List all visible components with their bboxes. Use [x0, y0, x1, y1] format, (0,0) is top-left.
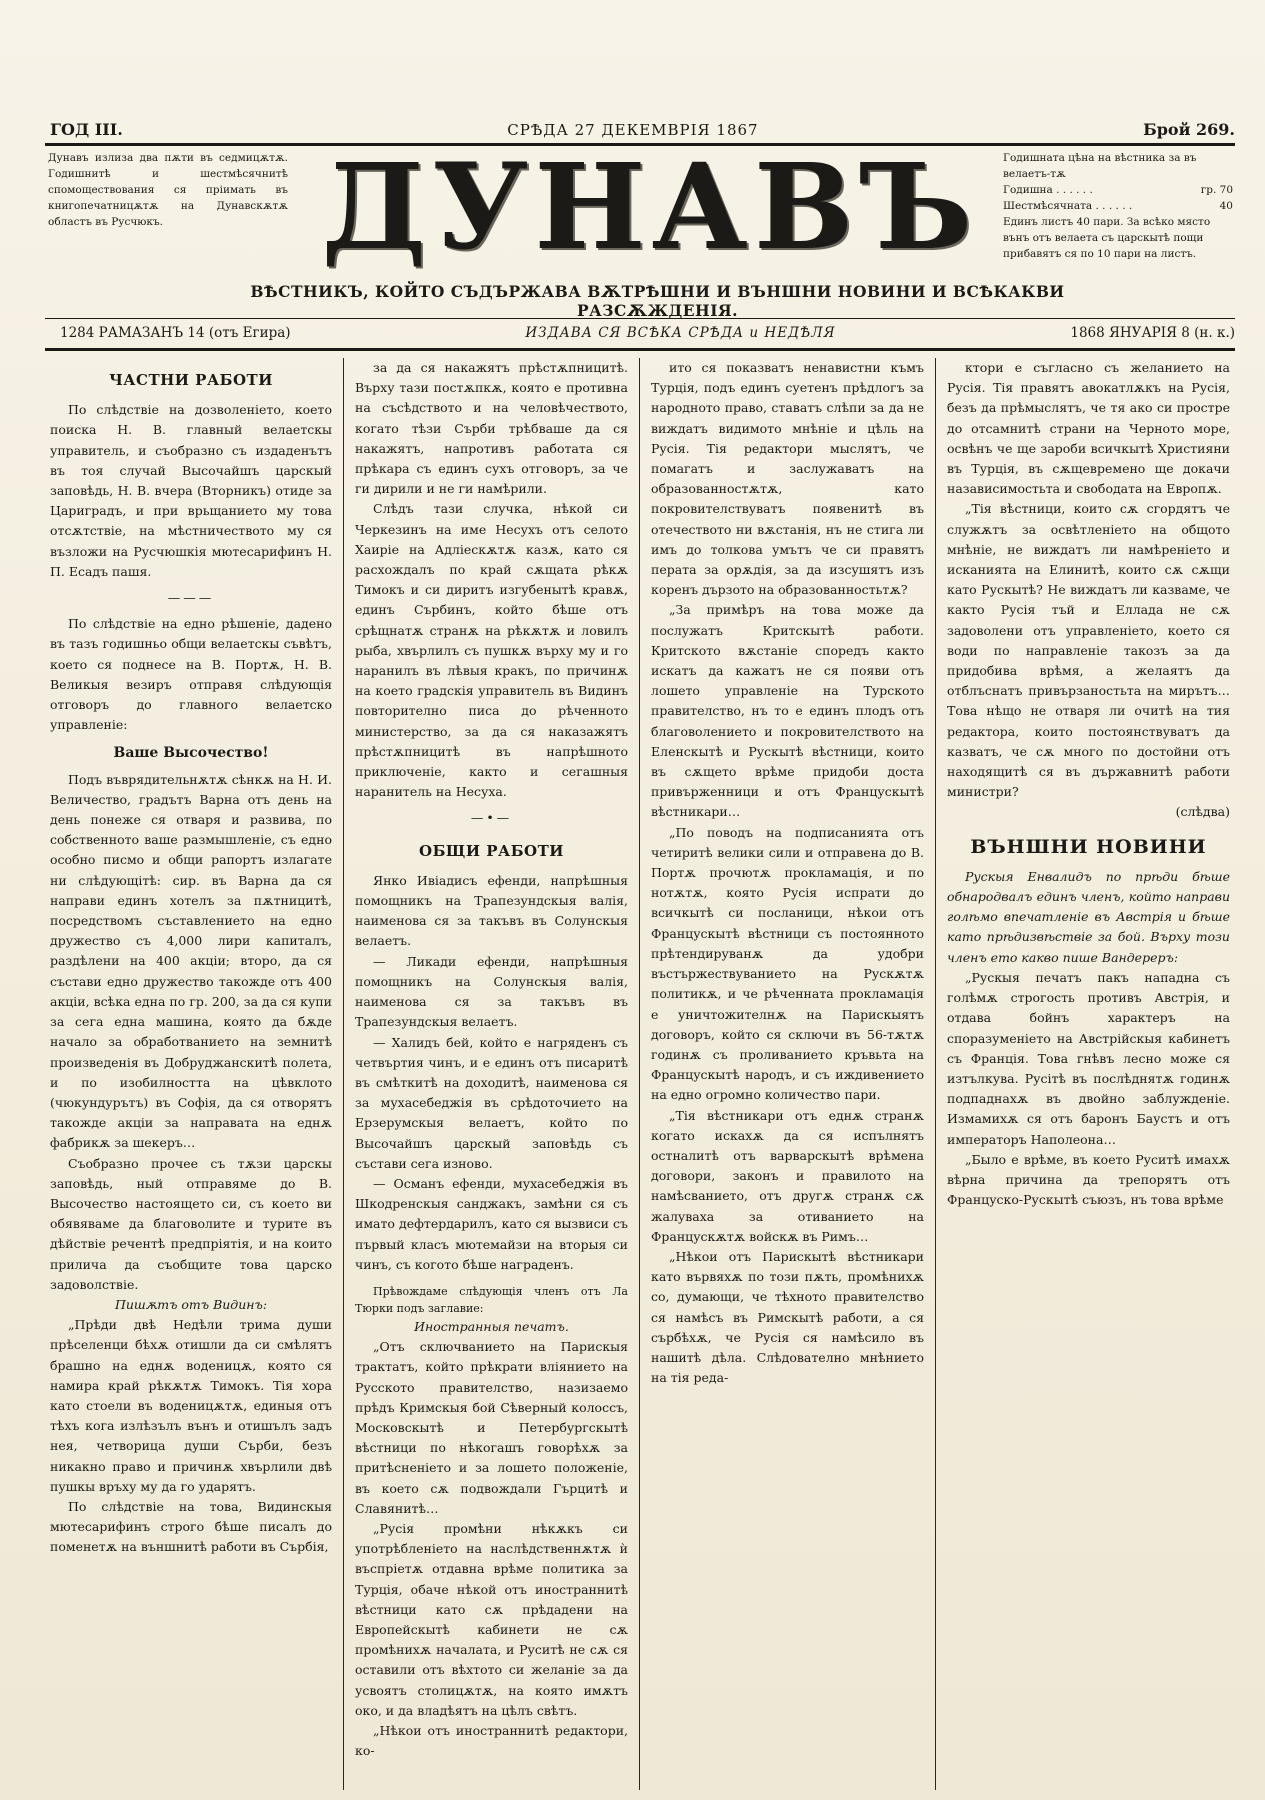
year-label: ГОД III. [50, 120, 123, 139]
article-subheading: Иностранныя печатъ. [414, 1318, 569, 1334]
paragraph: По слѣдствіе на едно рѣшеніе, дадено въ тазъ годишньо общи велаетскы съвѣтъ, което ся поднесе на В. Портѫ, Н. В. Великыя везиръ отправя слѣдующія отговоръ до главного велаетско управленіе: [50, 616, 332, 733]
section-heading-foreign: ВЪНШНИ НОВИНИ [970, 835, 1207, 858]
column-2 [344, 358, 640, 1790]
translation-note: Прѣвождаме слѣдующія членъ отъ Ла Тюрки подъ заглавие: [355, 1284, 628, 1315]
paragraph: „По поводъ на подписанията отъ четиритѣ велики сили и отправена до В. Портѫ прочютѫ прокламація, и по нотѫтѫ, която Русія испрати до всичкытѣ си посланици, нѣкои отъ Францускытѣ вѣстници съ постоянното прѣтендируванѫ да удобри въстържествуванието на Рускѫтѫ политикѫ, и че рѣченната прокламація е уничтожителнѫ на Парискыятъ договоръ, който ся сключи въ 56-тѫтѫ годинѫ съ проливанието кръвьта на Францускытѣ народъ, и съ иждивението на едно огромно количество пари. [651, 824, 924, 1103]
issue-number: Брой 269. [1143, 120, 1235, 139]
dateline [60, 325, 1235, 341]
price-half-value: 40 [1219, 200, 1233, 212]
paragraph: „Русія промѣни нѣкѫкъ си употрѣбленіето на наслѣдственнѫтѫ ѝ въспріетѫ отдавна врѣме политика за Турція, обаче нѣкой отъ иностраннитѣ вѣстници като сѫ прѣдадени на Европейскытѣ кабинети не сѫ промѣнихѫ началата, и Руситѣ не сѫ ся оставили отъ вѣхтото си желаніе за да усвоятъ столицѫтѫ, на която имѫтъ око, и да владѣятъ на цѣлъ свѣтъ. [355, 1520, 628, 1718]
newspaper-subtitle: ВѢСТНИКЪ, КОЙТО СЪДЪРЖАВА ВѪТРѢШНИ И ВЪНШНИ НОВИНИ И ВСѢКАКВИ РАЗСѪЖДЕНІЯ. [250, 282, 1065, 320]
paragraph: „Тія вѣстникари отъ еднѫ странѫ когато искахѫ да ся испълнятъ остналитѣ отъ варварскытѣ врѣмена договори, законъ и правилото на намѣсванието, отъ другѫ странѫ сѫ жалуваха за отиванието на Францускѫтѫ войскѫ въ Римъ… [651, 1107, 924, 1244]
price-year-value: гр. 70 [1200, 184, 1233, 196]
paragraph: Слѣдъ тази случка, нѣкой си Черкезинъ на име Несухъ отъ селото Хаиріе на Адліескѫтѫ казѫ, като ся расхождалъ по край сѫщата рѣкѫ Тимокъ и си диритъ изгубенытѣ кравѫ, единъ Сърбинъ, който бѣше отъ срѣщнатѫ странѫ на рѣкѫтѫ и ловилъ рыба, хвърлилъ съ пушкѫ върху му и го наранилъ въ лѣвыя кракъ, по причинѫ на което градскія управитель въ Видинъ повторително писа до рѣченното министерство, за да ся наказажятъ прѣстѫпницитѣ въ напрѣшното приключеніе, както и сегашныя наранитель на Несуха. [355, 501, 628, 800]
issue-date: СРѢДА 27 ДЕКЕМВРІЯ 1867 [507, 121, 759, 139]
price-box [1003, 150, 1233, 262]
section-heading-general: ОБЩИ РАБОТИ [419, 841, 564, 860]
hijri-date: 1284 РАМАЗАНЪ 14 (отъ Егира) [60, 325, 291, 341]
paragraph: Подъ въврядительнѫтѫ сѣнкѫ на Н. И. Величество, градътъ Варна отъ день на день понеже ся отваря и развива, по собственното ваше размышленіе, съ едно особно писмо и общи рапортъ излагате ни слѣдующітѣ: сир. въ Варна да ся направи единъ хотелъ за пѫтницитѣ, посредствомъ съставлението на едно дружество съ 4,000 лири капиталъ, раздѣлени на 400 акціи; второ, да ся състави едно дружество такожде отъ 400 акціи, всѣка една по гр. 200, за да ся купи за сега една машина, която да бѫде начало за обработванието на земнитѣ произведенія въ Добруджанскитѣ полета, и по изобилността на цѣвклото (чюкундурътъ) въ Софія, да ся отворятъ такожде акціи за направата на еднѫ фабрикѫ за шекеръ… [50, 771, 332, 1151]
paragraph: Янко Ивіадисъ ефенди, напрѣшныя помощникъ на Трапезундскыя валія, наименова ся за такъвъ въ Солунскыя велаетъ. [355, 872, 628, 949]
paragraph: „Нѣкои отъ иностраннитѣ редактори, ко- [355, 1723, 628, 1759]
paragraph: — Османъ ефенди, мухасебеджія въ Шкодренскыя санджакъ, замѣни ся съ имато дефтердарилъ, като ся вызвиси съ първый класъ мютемайзи на вторыя си чинъ, съ когото бѣше награденъ. [355, 1175, 628, 1272]
paragraph: Рускыя Енвалидъ по прѣди бѣше обнародвалъ единъ членъ, който направи голѣмо впечатленіе въ Австрія и бѣше като прѣдизвѣствіе за бой. Върху този членъ ето какво пише Вандереръ: [947, 868, 1230, 965]
price-year-label: Годишна . . . . . . [1003, 184, 1093, 196]
price-half-label: Шестмѣсячната . . . . . . [1003, 200, 1133, 212]
dateline-rule-bottom [45, 348, 1235, 351]
price-half-row [1003, 198, 1233, 214]
price-year-row [1003, 182, 1233, 198]
paragraph: — Ликади ефенди, напрѣшныя помощникъ на Солунскыя валія, наименова ся за такъвъ въ Трапезундскыя велаетъ. [355, 953, 628, 1030]
paragraph: ито ся показватъ ненавистни къмъ Турція, подъ единъ суетенъ прѣдлогъ за народното право, ставатъ слѣпи за да не виждатъ видимото мнѣніе и цѣль на Русія. Тія редактори мыслятъ, че помагатъ и заслужаватъ на образованностѫтѫ, като покровителствуватъ появенитѣ въ отечеството ни вѫстанія, нъ не стига ли имъ до толкова умътъ че си правятъ перата за орѫдія, за да изсушятъ изъ коренъ дързото на образованностьтѫ? [651, 360, 924, 598]
paragraph: — Халидъ бей, който е нагряденъ съ четвъртия чинъ, и е единъ отъ писаритѣ въ смѣткитѣ на доходитѣ, наименова ся за мухасебеджія въ срѣдоточието на Ерзерумскыя велаетъ, който по Высочайшъ царскый заповѣдь съ състави сега изново. [355, 1034, 628, 1171]
paragraph: ктори е съгласно съ желанието на Русія. Тія правятъ авокатлѫкъ на Русія, безъ да прѣмыслятъ, че тя ако си простре до отсамнитѣ страни на Черното море, освѣнъ че ще зароби всичкытѣ Християни въ Турція, въ сѫщевремено ще докачи назависимостьта и свободата на Европѫ. [947, 360, 1230, 497]
continued-mark: (слѣдва) [1175, 804, 1230, 820]
column-1 [48, 358, 344, 1790]
separator: ——— [167, 590, 215, 606]
column-4 [936, 358, 1232, 1790]
dateline-rule-top [45, 318, 1235, 319]
section-heading-private: ЧАСТНИ РАБОТИ [109, 371, 273, 389]
paragraph: По слѣдствіе на дозволеніето, което поиска Н. В. главный велаетскы управитель, и съобразно съ издаденътъ въ тоя случай Высочайшъ царскый заповѣдь, Н. В. вчера (Вторникъ) отиде за Цариградъ, и при врьщанието му това отсѫтствіе, на мѣстничеството му ся възложи на Русчюшкія мютесарифинъ Н. П. Есадъ пашя. [50, 402, 332, 579]
paragraph: „Тія вѣстници, които сѫ сгордятъ че служѫтъ за освѣтленіето на общото мнѣніе, не виждатъ ли намѣреніето и исканията на Елинитѣ, които сѫ сѫщи като Рускытѣ? Не виждатъ ли казваме, че както Русія тъй и Еллада не сѫ задоволени отъ управленіето, което ся води по направленіе такозъ за да придобива врѣмя, а желаятъ да отблъснатъ привързаностьта на мирътъ… Това нѣщо не отваря ли очитѣ на тия редактора, които постоянствуватъ да казватъ, че сѫ много по достойни отъ находящитѣ ся въ държавнитѣ работи министри? [947, 501, 1230, 800]
paragraph: „Нѣкои отъ Парискытѣ вѣстникари като вървяхѫ по този пѫть, промѣнихѫ со, думающи, че тѣхното правителство ся намѣсъ въ Римскытѣ работи, а ся сърбѣхѫ, че Русія ся намѣсило въ нашитѣ дѣла. Слѣдователно мнѣнието на тія реда- [651, 1248, 924, 1386]
salutation: Ваше Высочество! [113, 745, 269, 762]
paragraph: По слѣдствіе на това, Видинскыя мютесарифинъ строго бѣше писалъ до поменетѫ на външнитѣ работи въ Сърбія, [50, 1498, 332, 1555]
price-title: Годишната цѣна на вѣстника за въ велаетъ-тѫ [1003, 152, 1197, 180]
masthead [300, 137, 1000, 276]
paragraph: „За примѣръ на това може да послужатъ Критскытѣ работи. Критското вѫстаніе споредъ както искатъ да кажатъ не ся появи отъ лошето управленіе на Турското правителство, нъ то е единъ плодъ отъ благоволението и покровителството на Еленскытѣ и Рускытѣ вѣстници, които въ сѫщето врѣме придоби доста привърженници и отъ Францускытѣ вѣстникари… [651, 602, 924, 820]
paragraph: „Отъ сключванието на Парискыя трактатъ, който прѣкрати вліянието на Русското правителство, назизаемо прѣдъ Кримскыя бой Сѣверный колоссъ, Московскытѣ и Петербургскытѣ вѣстници по нѣкогашъ говорѣхѫ за притѣсненіето и за лошето положеніе, въ което сѫ подвождали Гърцитѣ и Славянитѣ… [355, 1339, 628, 1516]
column-3 [640, 358, 936, 1790]
subscription-note: Дунавъ излиза два пѫти въ седмицѫтѫ. Годишнитѣ и шестмѣсячнитѣ спомоществования ся пріимать въ книгопечатницѫтѫ на Дунавскѫтѫ областъ въ Русчюкъ. [48, 152, 288, 228]
gregorian-date: 1868 ЯНУАРІЯ 8 (н. к.) [1070, 325, 1235, 341]
paragraph: „Было е врѣме, въ което Руситѣ имахѫ вѣрна причина да трепорятъ отъ Францускo-Рускытѣ съюзъ, нъ това врѣме [947, 1151, 1230, 1208]
newspaper-title: ДУНАВЪ [321, 137, 979, 276]
paragraph: „Рускыя печатъ пакъ нападна съ голѣмѫ строгость противъ Австрія, и отдава бойнъ характеръ на споразуменіето на Австрійскыя кабинетъ съ Франція. Това гнѣвъ лесно може ся изтълкува. Русітѣ въ послѣднятѫ годинѫ подпаднахѫ въ двойно заблужденіе. Измамихѫ ся отъ баронъ Баустъ и отъ императоръ Наполеона… [947, 969, 1230, 1147]
paragraph: „Прѣди двѣ Недѣли трима души прѣселенци бѣхѫ отишли да си смѣлятъ брашно на еднѫ воденицѫ, която ся намира край рѣкѫтѫ Тимокъ. Тія хора като стоели въ воденицѫтѫ, единыя отъ тѣхъ кога излѣзълъ вънъ и отишълъ задъ нея, четворица души Сърби, безъ никакно право и причинѫ хвърлили двѣ пушкы връху му да го ударятъ. [50, 1317, 332, 1494]
article-columns [48, 358, 1235, 1790]
publication-schedule: ИЗДАВА СЯ ВСѢКА СРѢДА и НЕДѢЛЯ [525, 325, 836, 341]
paragraph: Съобразно прочее съ тѫзи царскы заповѣдь, ный отправяме до В. Высочество настоящето си, съ което ви обявяваме да благоволите и турите въ дѣйствіе речентѣ предпріятія, и на които прилича да съобщите това царско задоволствіе. [50, 1155, 332, 1292]
dispatch-heading: Пишѫтъ отъ Видинъ: [114, 1296, 268, 1312]
paragraph: за да ся накажятъ прѣстѫпницитѣ. Върху тази постѫпкѫ, която е противна на съсѣдството и на человѣчеството, когато тѣзи Сърби трѣбваше да ся накажятъ, напротивъ работата ся прѣкара съ единъ сухъ отговоръ, за че ги дирили и не ги намѣрили. [355, 360, 628, 497]
separator: —•— [470, 810, 513, 826]
price-note: Единъ листъ 40 пари. За всѣко място вънъ отъ велаета съ царскытѣ пощи прибавятъ ся по 10 пари на листъ. [1003, 216, 1211, 260]
